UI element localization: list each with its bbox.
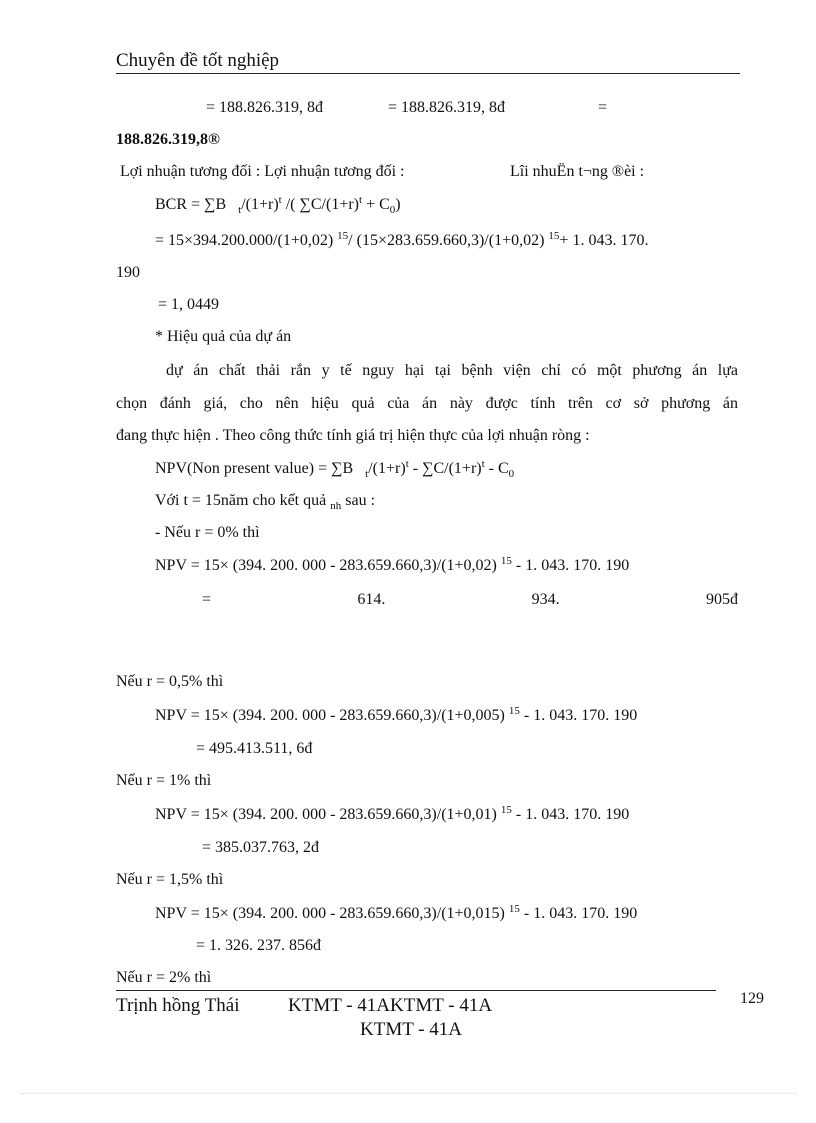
case-r1-equation: NPV = 15× (394. 200. 000 - 283.659.660,3)/(1+0,01) $^{15}$ - 1. 043. 170. 190 (155, 804, 630, 823)
case-r15-result: = 1. 326. 237. 856đ (196, 937, 322, 954)
case-r15-label: Nếu r = 1,5% thì (116, 871, 224, 888)
with-t-line: Với t = 15năm cho kết quả $_{nh}$ sau : (155, 492, 376, 512)
page-number: 129 (740, 990, 764, 1007)
bcr-formula: BCR = ∑B $_t/(1+r)^t$ /( $\sum C/(1+r)^t + C_0$) (155, 194, 401, 216)
case-r1-result: = 385.037.763, 2đ (202, 839, 320, 856)
relative-profit-label: Lợi nhuận tương đối : Lợi nhuận tương đối : (120, 163, 405, 180)
footer-class-line-2: KTMT - 41A (360, 1019, 463, 1040)
case-r05-label: Nếu r = 0,5% thì (116, 673, 224, 690)
line-result-1b: = 188.826.319, 8đ (388, 99, 506, 116)
case-r05-result: = 495.413.511, 6đ (196, 740, 313, 757)
page-header-title: Chuyên đề tốt nghiệp (116, 50, 280, 71)
case-r05-equation: NPV = 15× (394. 200. 000 - 283.659.660,3)/(1+0,005) $^{15}$ - 1. 043. 170. 190 (155, 705, 638, 724)
footer-author: Trịnh hồng Thái (116, 995, 240, 1016)
header-rule (116, 73, 740, 74)
case-r0-result: = 614. 934. 905đ (202, 591, 738, 608)
line-result-2: 188.826.319,8® (116, 131, 220, 148)
section-heading: * Hiệu quả của dự án (155, 328, 292, 345)
bcr-equation: = 15×394.200.000/(1+0,02) $^{15}$/ (15×283.659.660,3)/(1+0,02) $^{15}$+ 1. 043. 170. (155, 230, 649, 249)
footer-class-line-1: KTMT - 41AKTMT - 41A (288, 995, 493, 1016)
case-r0-label: - Nếu r = 0% thì (155, 524, 260, 541)
bcr-equation-cont: 190 (116, 264, 140, 281)
npv-formula: NPV(Non present value) = ∑B $_t/(1+r)^t - \sum C/(1+r)^t - C_0$ (155, 458, 515, 480)
line-result-1a: = 188.826.319, 8đ (206, 99, 324, 116)
paragraph-line-1: dự án chất thải rắn y tế nguy hại tại bệnh viện chỉ có một phương án lựa (166, 362, 738, 379)
line-result-1c: = (598, 99, 608, 116)
paragraph-line-3: đang thực hiện . Theo công thức tính giá trị hiện thực của lợi nhuận ròng : (116, 427, 590, 444)
bcr-result: = 1, 0449 (158, 296, 220, 313)
case-r1-label: Nếu r = 1% thì (116, 772, 212, 789)
page-bottom-dotted-rule (20, 1093, 796, 1094)
footer-rule (116, 990, 716, 991)
paragraph-line-2: chọn đánh giá, cho nên hiệu quả của án này được tính trên cơ sở phương án (116, 395, 738, 412)
case-r15-equation: NPV = 15× (394. 200. 000 - 283.659.660,3)/(1+0,015) $^{15}$ - 1. 043. 170. 190 (155, 903, 638, 922)
case-r2-label: Nếu r = 2% thì (116, 969, 212, 986)
case-r0-equation: NPV = 15× (394. 200. 000 - 283.659.660,3)/(1+0,02) $^{15}$ - 1. 043. 170. 190 (155, 555, 630, 574)
relative-profit-label-garbled: Lîi nhuËn t¬ng ®èi : (510, 163, 645, 180)
